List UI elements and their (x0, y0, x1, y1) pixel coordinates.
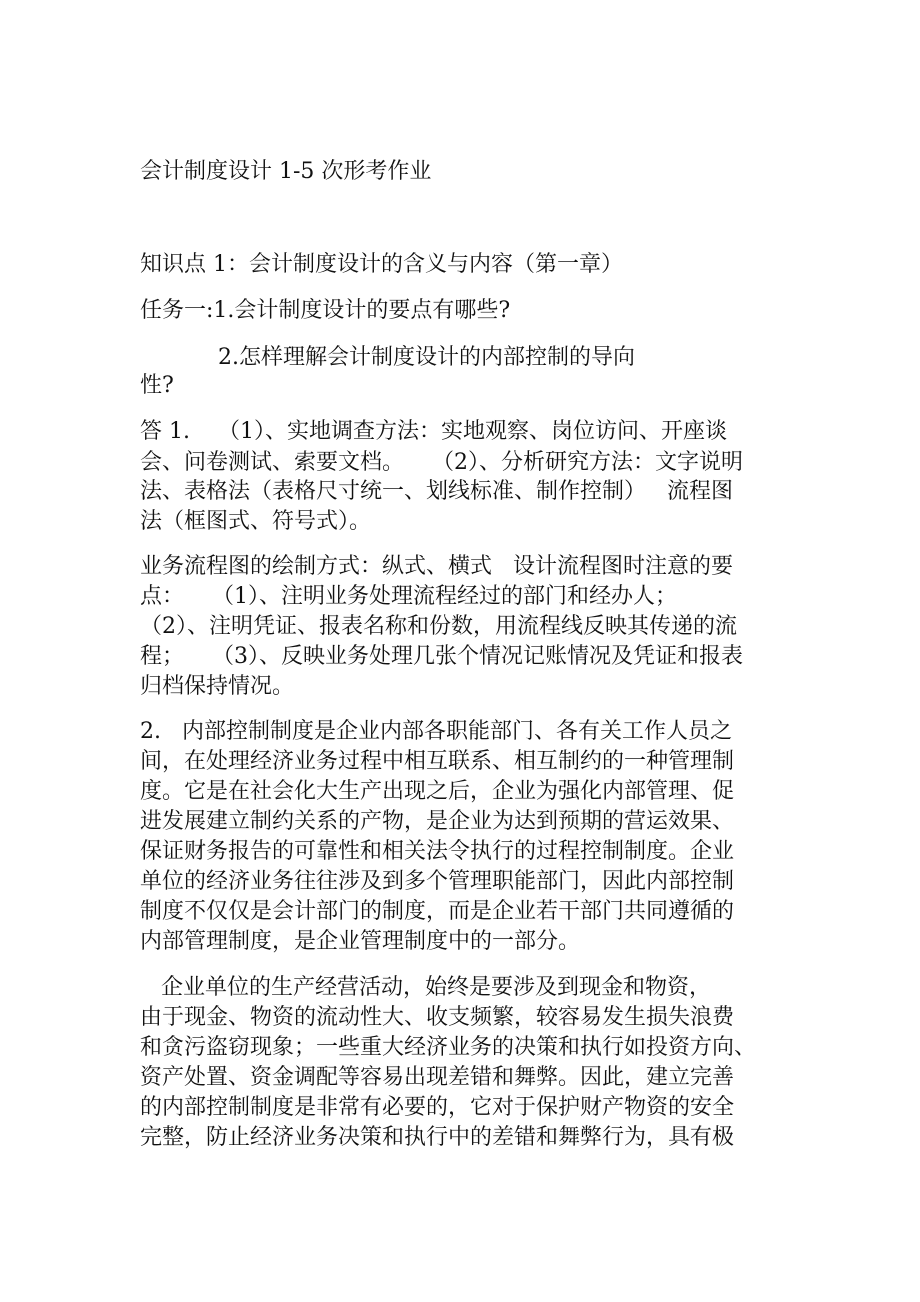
paragraph-3-line: 的内部控制制度是非常有必要的，它对于保护财产物资的安全 (140, 1095, 735, 1120)
knowledge-point-heading: 知识点 1：会计制度设计的含义与内容（第一章） (140, 252, 623, 277)
answer-2-line: 2. 内部控制制度是企业内部各职能部门、各有关工作人员之 (140, 719, 732, 744)
flowchart-line: 归档保持情况。 (140, 674, 295, 699)
answer-2-line: 内部管理制度，是企业管理制度中的一部分。 (140, 929, 581, 954)
task-question-2: 2.怎样理解会计制度设计的内部控制的导向 (218, 345, 635, 370)
paragraph-3-line: 由于现金、物资的流动性大、收支频繁，较容易发生损失浪费 (140, 1005, 735, 1030)
flowchart-line: 业务流程图的绘制方式：纵式、横式 设计流程图时注意的要 (140, 554, 733, 579)
flowchart-line: 点： （1）、注明业务处理流程经过的部门和经办人； (140, 584, 677, 609)
answer-2-line: 间，在处理经济业务过程中相互联系、相互制约的一种管理制 (140, 749, 735, 774)
paragraph-3-line: 和贪污盗窃现象；一些重大经济业务的决策和执行如投资方向、 (140, 1035, 757, 1060)
answer-2-line: 单位的经济业务往往涉及到多个管理职能部门，因此内部控制 (140, 869, 735, 894)
answer-1-line: 答 1. （1）、实地调查方法：实地观察、岗位访问、开座谈 (140, 419, 727, 444)
document-title: 会计制度设计 1-5 次形考作业 (140, 159, 432, 184)
paragraph-3-line: 企业单位的生产经营活动，始终是要涉及到现金和物资， (140, 975, 711, 1000)
answer-1-line: 法（框图式、符号式）。 (140, 509, 372, 534)
answer-2-line: 度。它是在社会化大生产出现之后，企业为强化内部管理、促 (140, 779, 735, 804)
paragraph-3-line: 资产处置、资金调配等容易出现差错和舞弊。因此，建立完善 (140, 1065, 735, 1090)
answer-2-line: 制度不仅仅是会计部门的制度，而是企业若干部门共同遵循的 (140, 899, 735, 924)
task-question-2-cont: 性? (140, 373, 174, 398)
answer-2-line: 进发展建立制约关系的产物，是企业为达到预期的营运效果、 (140, 809, 735, 834)
answer-2-line: 保证财务报告的可靠性和相关法令执行的过程控制制度。企业 (140, 839, 735, 864)
answer-1-line: 法、表格法（表格尺寸统一、划线标准、制作控制） 流程图 (140, 479, 733, 504)
flowchart-line: 程； （3）、反映业务处理几张个情况记账情况及凭证和报表 (140, 644, 743, 669)
paragraph-3-line: 完整，防止经济业务决策和执行中的差错和舞弊行为，具有极 (140, 1125, 735, 1150)
answer-1-line: 会、问卷测试、索要文档。 （2）、分析研究方法：文字说明 (140, 450, 743, 475)
task-question-1: 任务一:1.会计制度设计的要点有哪些? (140, 298, 511, 323)
flowchart-line: （2）、注明凭证、报表名称和份数，用流程线反映其传递的流 (140, 614, 737, 639)
